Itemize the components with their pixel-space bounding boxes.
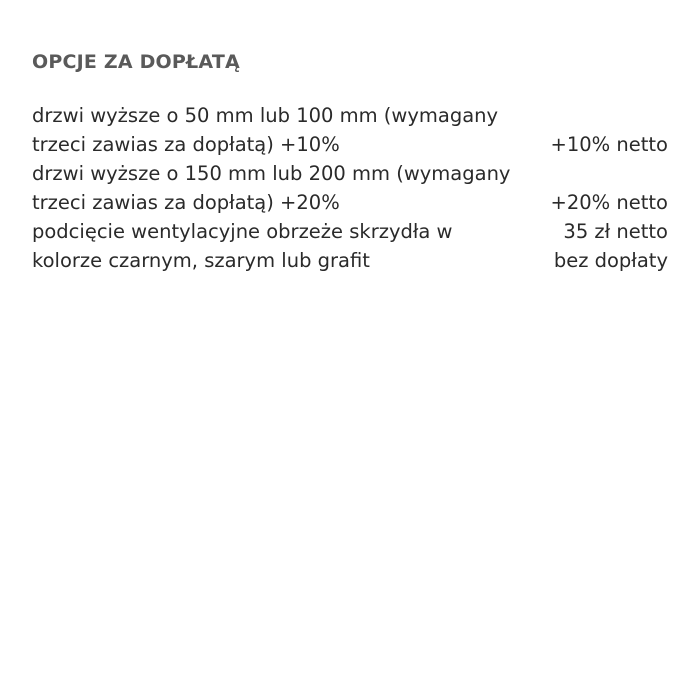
option-description: drzwi wyższe o 50 mm lub 100 mm (wymagany: [32, 104, 499, 127]
option-line: [32, 101, 668, 130]
section-title: OPCJE ZA DOPŁATĄ: [32, 51, 240, 73]
option-description: trzeci zawias za dopłatą) +10%: [32, 133, 340, 156]
option-price: +20% netto: [550, 191, 668, 214]
options-list: [32, 101, 668, 275]
option-price: +10% netto: [550, 133, 668, 156]
option-line: [32, 159, 668, 188]
option-price: bez dopłaty: [553, 249, 668, 272]
option-line: [32, 217, 668, 246]
option-line: [32, 246, 668, 275]
option-description: trzeci zawias za dopłatą) +20%: [32, 191, 340, 214]
option-line: [32, 188, 668, 217]
option-description: kolorze czarnym, szarym lub grafit: [32, 249, 370, 272]
option-price: 35 zł netto: [563, 220, 668, 243]
option-line: [32, 130, 668, 159]
option-description: drzwi wyższe o 150 mm lub 200 mm (wymagany: [32, 162, 511, 185]
option-description: podcięcie wentylacyjne obrzeże skrzydła w: [32, 220, 453, 243]
